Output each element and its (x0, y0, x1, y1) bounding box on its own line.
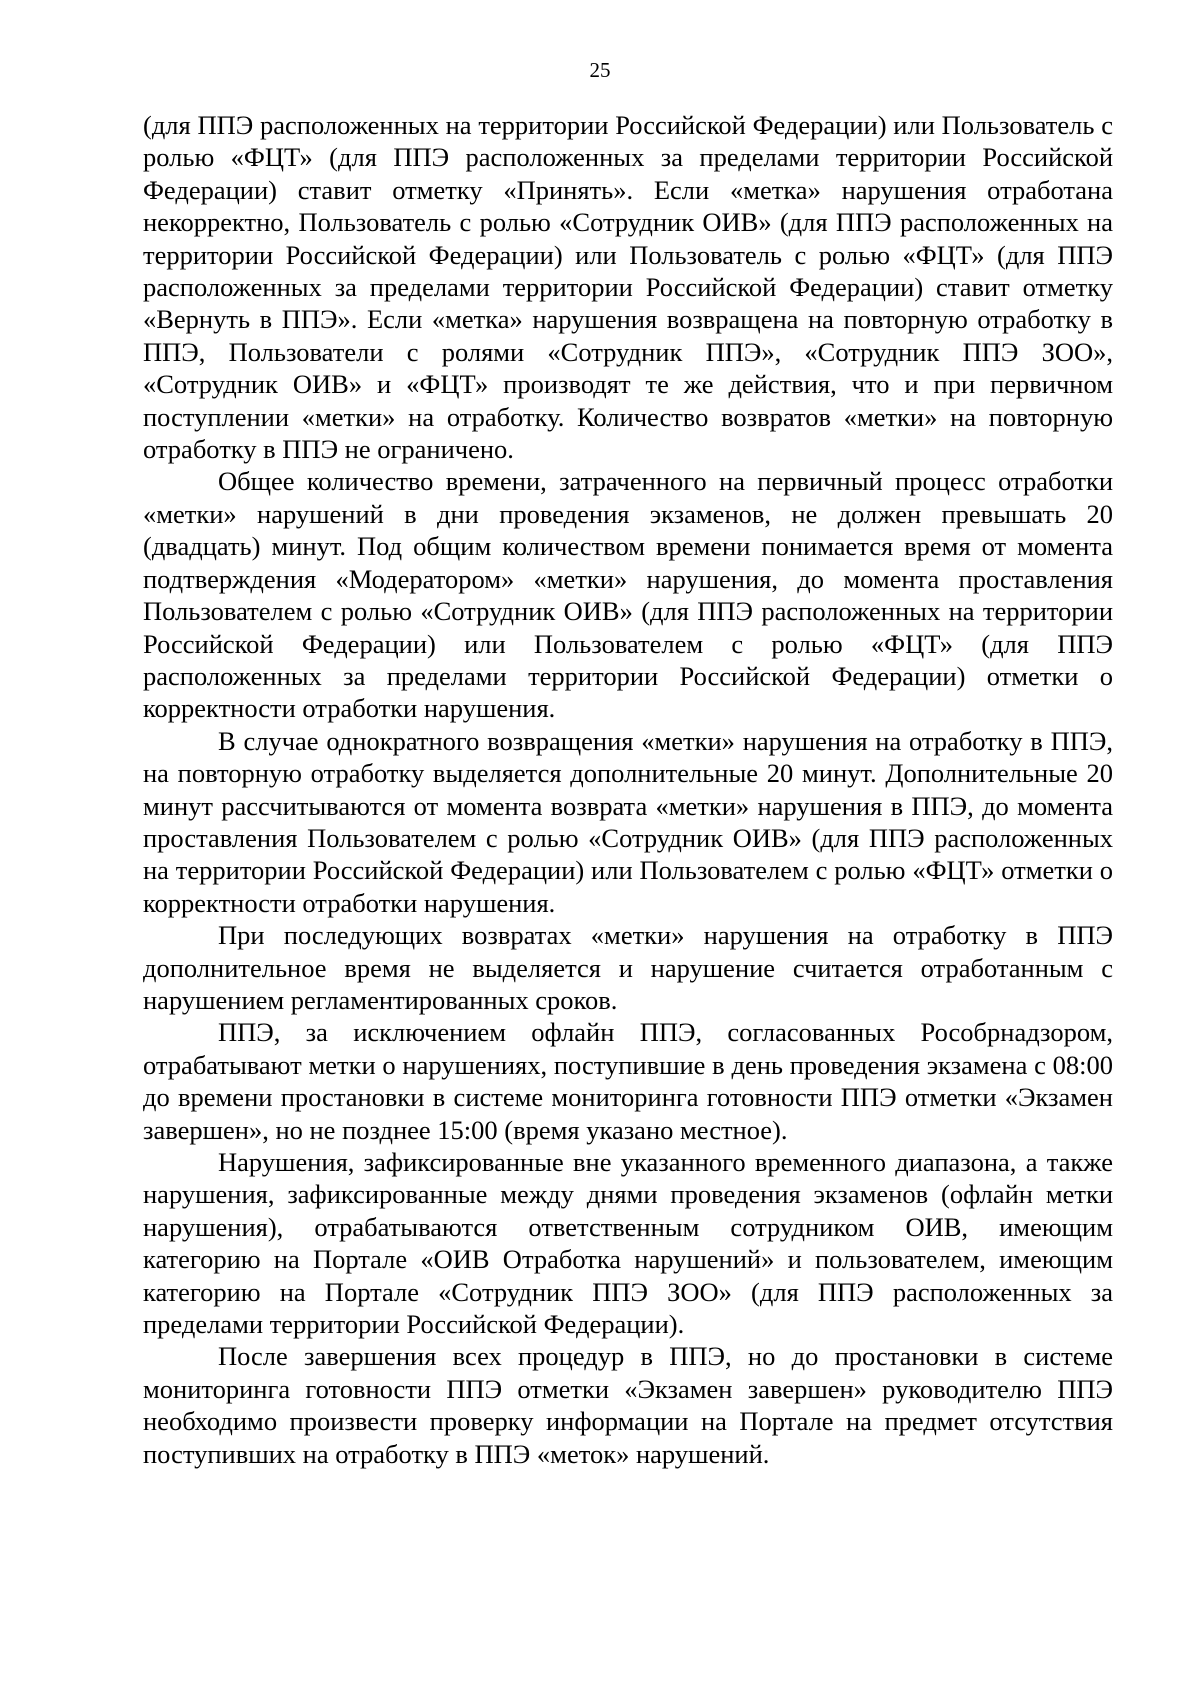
paragraph-total-time: Общее количество времени, затраченного на первичный процесс отработки «метки» нарушений в дни проведения экзаменов, не должен превышать 20 (двадцать) минут. Под общим количеством времени понимается время от момента подтверждения «Модератором» «метки» нарушения, до момента проставления Пользователем с ролью «Сотрудник ОИВ» (для ППЭ расположенных на территории Российской Федерации) или Пользователем с ролью «ФЦТ» (для ППЭ расположенных за пределами территории Российской Федерации) отметки о корректности отработки нарушения. (143, 466, 1113, 724)
paragraph-continuation: (для ППЭ расположенных на территории Российской Федерации) или Пользователь с ролью «ФЦТ» (для ППЭ расположенных за пределами территории Российской Федерации) ставит отметку «Принять». Если «метка» нарушения отработана некорректно, Пользователь с ролью «Сотрудник ОИВ» (для ППЭ расположенных на территории Российской Федерации) или Пользователь с ролью «ФЦТ» (для ППЭ расположенных за пределами территории Российской Федерации) ставит отметку «Вернуть в ППЭ». Если «метка» нарушения возвращена на повторную отработку в ППЭ, Пользователи с ролями «Сотрудник ППЭ», «Сотрудник ППЭ ЗОО», «Сотрудник ОИВ» и «ФЦТ» производят те же действия, что и при первичном поступлении «метки» на отработку. Количество возвратов «метки» на повторную отработку в ППЭ не ограничено. (143, 110, 1113, 465)
paragraph-processing-hours: ППЭ, за исключением офлайн ППЭ, согласованных Рособрнадзором, отрабатывают метки о нарушениях, поступившие в день проведения экзамена с 08:00 до времени простановки в системе мониторинга готовности ППЭ отметки «Экзамен завершен», но не позднее 15:00 (время указано местное). (143, 1017, 1113, 1145)
paragraph-single-return: В случае однократного возвращения «метки» нарушения на отработку в ППЭ, на повторную отработку выделяется дополнительные 20 минут. Дополнительные 20 минут рассчитываются от момента возврата «метки» нарушения в ППЭ, до момента проставления Пользователем с ролью «Сотрудник ОИВ» (для ППЭ расположенных на территории Российской Федерации) или Пользователем с ролью «ФЦТ» отметки о корректности отработки нарушения. (143, 725, 1113, 918)
paragraph-out-of-range-violations: Нарушения, зафиксированные вне указанного временного диапазона, а также нарушения, зафиксированные между днями проведения экзаменов (офлайн метки нарушения), отрабатываются ответственным сотрудником ОИВ, имеющим категорию на Портале «ОИВ Отработка нарушений» и пользователем, имеющим категорию на Портале «Сотрудник ППЭ ЗОО» (для ППЭ расположенных за пределами территории Российской Федерации). (143, 1147, 1113, 1340)
page-number: 25 (589, 58, 611, 82)
paragraph-final-check: После завершения всех процедур в ППЭ, но до простановки в системе мониторинга готовности ППЭ отметки «Экзамен завершен» руководителю ППЭ необходимо произвести проверку информации на Портале на предмет отсутствия поступивших на отработку в ППЭ «меток» нарушений. (143, 1341, 1113, 1469)
document-body (143, 109, 1113, 1470)
paragraph-subsequent-returns: При последующих возвратах «метки» нарушения на отработку в ППЭ дополнительное время не выделяется и нарушение считается отработанным с нарушением регламентированных сроков. (143, 920, 1113, 1015)
